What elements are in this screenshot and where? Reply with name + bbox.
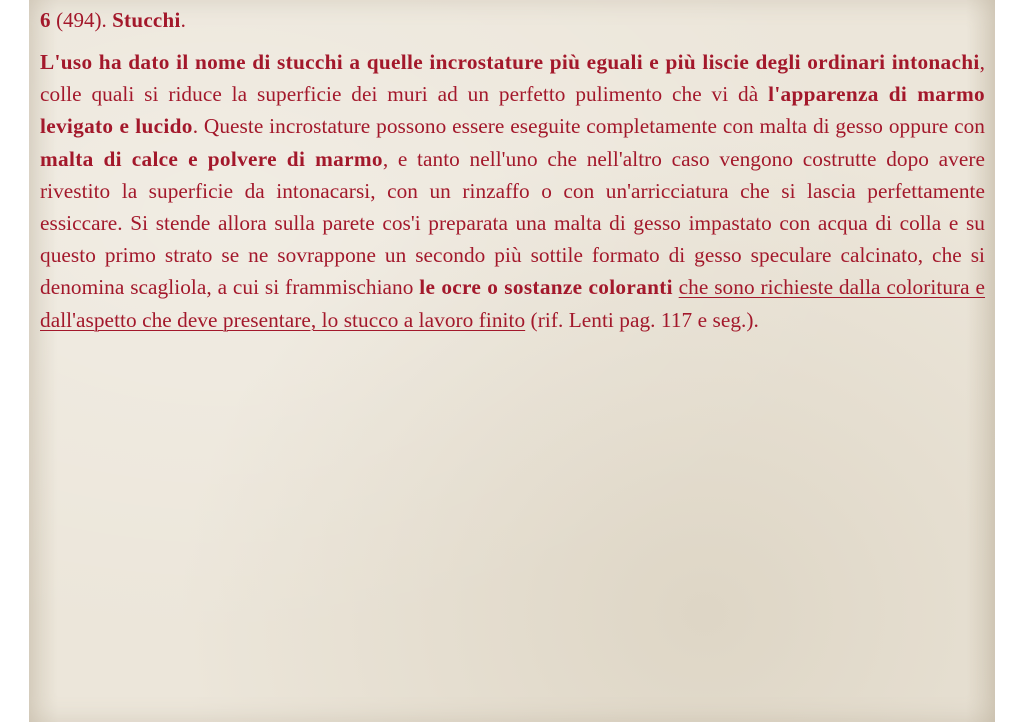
bold-phrase: le ocre o sostanze coloranti bbox=[419, 275, 673, 300]
text-block bbox=[40, 4, 985, 336]
text-run: , e tanto nell'uno che nell'altro caso vengono costrutte dopo avere rivestito la superficie da intonacarsi, con un rinzaffo o con un'arricciatura che si lascia perfettamente essiccare. Si stende allora sulla parete cos'i preparata una malta di gesso impastato con acqua di colla e su questo primo strato se ne sovrappone un secondo più sottile formato di gesso speculare calcinato, che si denomina scagliola, a cui si frammischiano bbox=[40, 146, 985, 300]
bold-phrase: malta di calce e polvere di marmo bbox=[40, 146, 383, 171]
bold-phrase: L'uso ha dato il nome di stucchi a quelle incrostature più eguali e più liscie degli ordinari intonachi bbox=[40, 50, 980, 74]
body-paragraph bbox=[40, 46, 985, 336]
section-title: Stucchi bbox=[112, 8, 181, 32]
text-run: . Queste incrostature possono essere eseguite completamente con malta di gesso oppure con bbox=[192, 114, 985, 139]
text-run: , colle quali si riduce la superficie dei muri ad un perfetto pulimento che vi dà bbox=[40, 50, 985, 107]
underlined-phrase: che sono richieste dalla coloritura e dall'aspetto che deve presentare, lo stucco a lavoro finito bbox=[40, 275, 986, 332]
section-reference: (494). bbox=[50, 8, 113, 32]
heading-period: . bbox=[180, 8, 186, 32]
section-number: 6 bbox=[40, 8, 51, 32]
bold-phrase: l'apparenza di marmo levigato e lucido bbox=[40, 82, 985, 139]
document-page bbox=[29, 0, 995, 722]
text-run: (rif. Lenti pag. 117 e seg.). bbox=[525, 307, 759, 332]
section-heading bbox=[40, 4, 985, 36]
